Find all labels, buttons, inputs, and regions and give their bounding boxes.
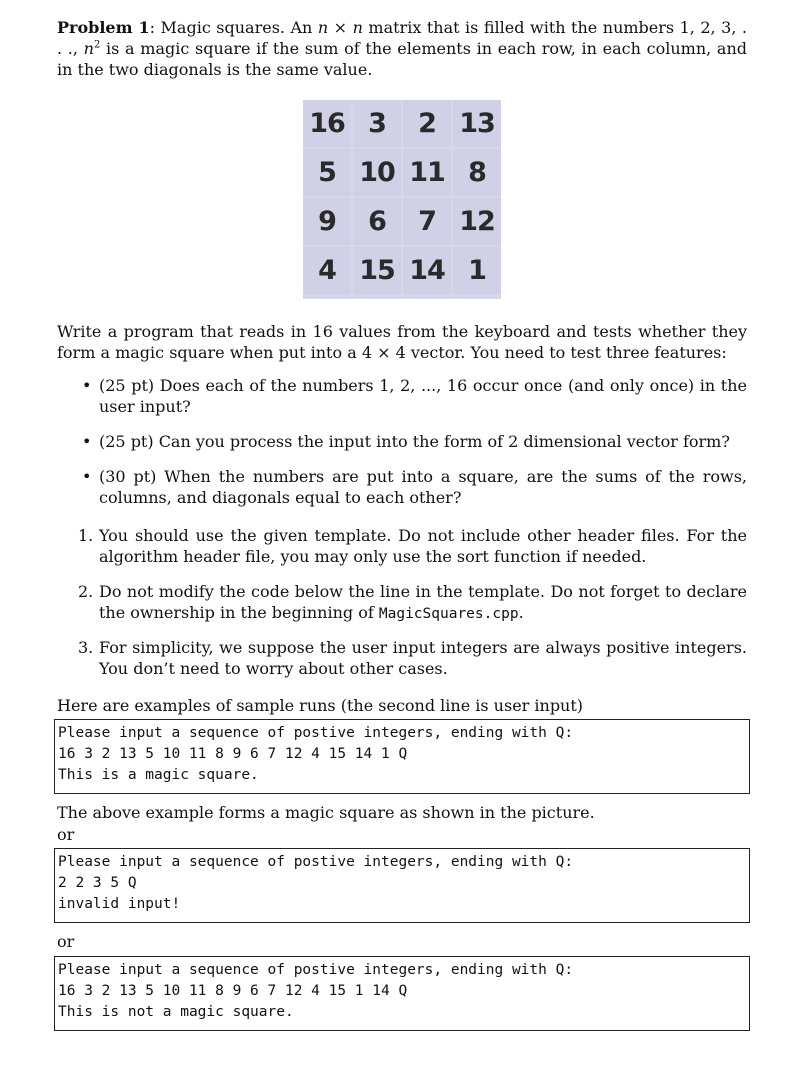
square-cell: 13 — [453, 100, 501, 147]
magic-square-image — [303, 100, 501, 299]
square-cell: 9 — [303, 198, 351, 245]
square-cell: 3 — [353, 100, 401, 147]
square-cell: 16 — [303, 100, 351, 147]
square-cell: 5 — [303, 149, 351, 196]
problem-intro: Problem 1: Magic squares. An n × n matrix that is filled with the numbers 1, 2, 3, . . ., $n^2$ is a magic square if the sum of the elements in each row, in each column, and in the two diagonals is the same value. — [57, 18, 748, 79]
square-cell: 14 — [403, 247, 451, 294]
square-cell: 11 — [403, 149, 451, 196]
square-cell: 6 — [353, 198, 401, 245]
example-note: The above example forms a magic square as shown in the picture. — [57, 803, 595, 822]
square-cell: 15 — [353, 247, 401, 294]
square-cell: 8 — [453, 149, 501, 196]
document-page: Problem 1: Magic squares. An n × n matrix that is filled with the numbers 1, 2, 3, . . ., $n^2$ is a magic square if the sum of the elements in each row, in each column, and in the two diagonals is the same value. 16 3 2 13 5 10 11 8 9 6 7 12 4 15 14 1 Write a program that reads in 16 values from the keyboard and tests whether they form a magic square when put into a 4 × 4 vector. You need to test three features: • (25 pt) Does each of the numbers 1, 2, ..., 16 occur once (and only once) in the user input? • (25 pt) Can you process the input into the form of 2 dimensional vector form? • (30 pt) When the numbers are put into a square, are the sums of the rows, columns, and diagonals equal to each other? 1. You should use the given template. Do not include other header files. For the algorithm header file, you may only use the sort function if needed. 2. Do not modify the code below the line in the template. Do not forget to declare the ownership in the beginning of MagicSquares.cpp. 3. For simplicity, we suppose the user input integers are always positive integers. You don’t need to worry about other cases. Here are examples of sample runs (the second line is user input) Please input a sequence of postive integers, ending with Q: 16 3 2 13 5 10 11 8 9 6 7 12 4 15 14 1 Q This is a magic square. The above example forms a magic square as shown in the picture. or Please input a sequence of postive integers, ending with Q: 2 2 3 5 Q invalid input! or Please input a sequence of postive integers, ending with Q: 16 3 2 13 5 10 11 8 9 6 7 12 4 15 1 14 Q This is not a magic square. — [0, 0, 805, 1084]
square-cell: 7 — [403, 198, 451, 245]
square-cell: 4 — [303, 247, 351, 294]
square-cell: 2 — [403, 100, 451, 147]
square-cell: 1 — [453, 247, 501, 294]
sample-run-2: Please input a sequence of postive integers, ending with Q: 2 2 3 5 Q invalid input! — [54, 848, 750, 923]
or-separator: or — [57, 825, 75, 844]
bullet-icon: • — [82, 376, 92, 395]
task-description: Write a program that reads in 16 values from the keyboard and tests whether they form a magic square when put into a 4 × 4 vector. You need to test three features: — [57, 322, 747, 362]
filename-code: MagicSquares.cpp — [378, 606, 519, 622]
problem-label: Problem 1 — [57, 18, 150, 37]
bullet-icon: • — [82, 432, 92, 451]
examples-intro: Here are examples of sample runs (the second line is user input) — [57, 696, 584, 715]
bullet-icon: • — [82, 467, 92, 486]
square-cell: 12 — [453, 198, 501, 245]
sample-run-1: Please input a sequence of postive integers, ending with Q: 16 3 2 13 5 10 11 8 9 6 7 12 4 15 14 1 Q This is a magic square. — [54, 719, 750, 794]
or-separator: or — [57, 932, 75, 951]
sample-run-3: Please input a sequence of postive integers, ending with Q: 16 3 2 13 5 10 11 8 9 6 7 12 4 15 1 14 Q This is not a magic square. — [54, 956, 750, 1031]
square-cell: 10 — [353, 149, 401, 196]
